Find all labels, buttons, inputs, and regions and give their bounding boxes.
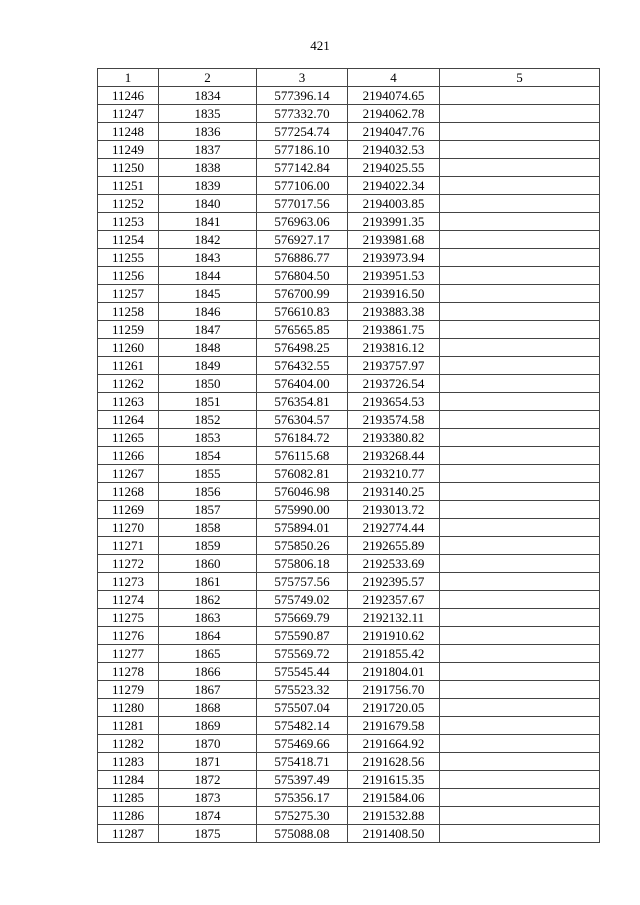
table-cell xyxy=(440,195,600,213)
table-cell: 577396.14 xyxy=(257,87,348,105)
table-cell: 575545.44 xyxy=(257,663,348,681)
table-row xyxy=(98,663,600,681)
table-cell xyxy=(440,141,600,159)
table-row xyxy=(98,393,600,411)
page-number: 421 xyxy=(310,38,330,53)
table-cell xyxy=(440,627,600,645)
table-row xyxy=(98,339,600,357)
table-cell: 2191756.70 xyxy=(348,681,440,699)
table-cell xyxy=(440,303,600,321)
column-header: 2 xyxy=(159,69,257,87)
table-cell: 11287 xyxy=(98,825,159,843)
table-cell: 1859 xyxy=(159,537,257,555)
table-cell: 2193981.68 xyxy=(348,231,440,249)
table-cell xyxy=(440,339,600,357)
table-cell xyxy=(440,555,600,573)
table-body xyxy=(98,87,600,843)
table-cell: 575669.79 xyxy=(257,609,348,627)
table-cell xyxy=(440,159,600,177)
table-cell: 2193013.72 xyxy=(348,501,440,519)
table-cell: 2191804.01 xyxy=(348,663,440,681)
table-cell: 1846 xyxy=(159,303,257,321)
table-cell: 576610.83 xyxy=(257,303,348,321)
table-cell xyxy=(440,735,600,753)
table-cell: 577142.84 xyxy=(257,159,348,177)
table-row xyxy=(98,141,600,159)
table-header-row xyxy=(98,69,600,87)
table-cell: 11269 xyxy=(98,501,159,519)
table-row xyxy=(98,231,600,249)
table-cell: 1838 xyxy=(159,159,257,177)
table-cell: 577254.74 xyxy=(257,123,348,141)
table-cell: 575894.01 xyxy=(257,519,348,537)
table-cell: 11272 xyxy=(98,555,159,573)
table-cell: 1870 xyxy=(159,735,257,753)
table-cell: 575806.18 xyxy=(257,555,348,573)
table-cell xyxy=(440,357,600,375)
table-row xyxy=(98,519,600,537)
table-cell xyxy=(440,501,600,519)
table-cell: 575482.14 xyxy=(257,717,348,735)
table-cell: 11281 xyxy=(98,717,159,735)
table-cell xyxy=(440,105,600,123)
table-row xyxy=(98,789,600,807)
table-cell: 2191532.88 xyxy=(348,807,440,825)
table-cell: 11265 xyxy=(98,429,159,447)
table-cell: 1865 xyxy=(159,645,257,663)
table-cell: 1840 xyxy=(159,195,257,213)
table-cell: 1851 xyxy=(159,393,257,411)
table-cell: 2194074.65 xyxy=(348,87,440,105)
table-cell: 576432.55 xyxy=(257,357,348,375)
table-cell: 11286 xyxy=(98,807,159,825)
table-cell: 11247 xyxy=(98,105,159,123)
table-cell: 1842 xyxy=(159,231,257,249)
table-row xyxy=(98,357,600,375)
table-cell: 11267 xyxy=(98,465,159,483)
table-cell: 1847 xyxy=(159,321,257,339)
column-header: 4 xyxy=(348,69,440,87)
table-cell xyxy=(440,645,600,663)
table-cell xyxy=(440,267,600,285)
table-cell: 2193757.97 xyxy=(348,357,440,375)
table-cell: 11255 xyxy=(98,249,159,267)
table-row xyxy=(98,807,600,825)
table-cell: 11264 xyxy=(98,411,159,429)
table-cell: 11257 xyxy=(98,285,159,303)
table-cell: 2194003.85 xyxy=(348,195,440,213)
table-cell: 1843 xyxy=(159,249,257,267)
table-cell: 11279 xyxy=(98,681,159,699)
table-cell: 575850.26 xyxy=(257,537,348,555)
coordinates-table xyxy=(97,68,600,843)
table-cell: 2191679.58 xyxy=(348,717,440,735)
table-cell: 575990.00 xyxy=(257,501,348,519)
table-cell: 11262 xyxy=(98,375,159,393)
table-cell: 1836 xyxy=(159,123,257,141)
table-cell: 575749.02 xyxy=(257,591,348,609)
table-cell: 1855 xyxy=(159,465,257,483)
table-row xyxy=(98,159,600,177)
table-row xyxy=(98,105,600,123)
table-cell: 1856 xyxy=(159,483,257,501)
table-cell: 11266 xyxy=(98,447,159,465)
table-cell xyxy=(440,375,600,393)
table-row xyxy=(98,375,600,393)
table-cell: 1849 xyxy=(159,357,257,375)
table-cell xyxy=(440,177,600,195)
table-cell: 2193991.35 xyxy=(348,213,440,231)
table-cell: 11271 xyxy=(98,537,159,555)
table-cell: 11274 xyxy=(98,591,159,609)
table-cell: 575523.32 xyxy=(257,681,348,699)
table-cell: 11254 xyxy=(98,231,159,249)
column-header: 5 xyxy=(440,69,600,87)
table-cell: 576804.50 xyxy=(257,267,348,285)
table-cell: 575569.72 xyxy=(257,645,348,663)
table-cell: 2191408.50 xyxy=(348,825,440,843)
table-cell: 11253 xyxy=(98,213,159,231)
table-cell: 2194032.53 xyxy=(348,141,440,159)
table-cell: 2193654.53 xyxy=(348,393,440,411)
table-row xyxy=(98,447,600,465)
table-cell: 2193916.50 xyxy=(348,285,440,303)
table-cell: 1873 xyxy=(159,789,257,807)
table-cell: 1875 xyxy=(159,825,257,843)
table-cell: 1834 xyxy=(159,87,257,105)
table-cell: 1869 xyxy=(159,717,257,735)
table-row xyxy=(98,411,600,429)
table-cell: 11285 xyxy=(98,789,159,807)
table-row xyxy=(98,609,600,627)
table-cell: 575757.56 xyxy=(257,573,348,591)
table-cell: 1874 xyxy=(159,807,257,825)
table-cell: 1845 xyxy=(159,285,257,303)
table-cell: 2191628.56 xyxy=(348,753,440,771)
table-cell xyxy=(440,429,600,447)
table-row xyxy=(98,717,600,735)
table-cell: 1867 xyxy=(159,681,257,699)
table-cell: 2191720.05 xyxy=(348,699,440,717)
table-cell: 11277 xyxy=(98,645,159,663)
table-row xyxy=(98,87,600,105)
table-cell: 577106.00 xyxy=(257,177,348,195)
table-cell: 2194022.34 xyxy=(348,177,440,195)
table-cell: 2194025.55 xyxy=(348,159,440,177)
table-cell: 575507.04 xyxy=(257,699,348,717)
table-row xyxy=(98,321,600,339)
table-cell: 1868 xyxy=(159,699,257,717)
table-cell xyxy=(440,447,600,465)
table-cell xyxy=(440,681,600,699)
table-row xyxy=(98,303,600,321)
table-cell: 1853 xyxy=(159,429,257,447)
table-cell xyxy=(440,717,600,735)
table-cell: 11258 xyxy=(98,303,159,321)
table-cell xyxy=(440,663,600,681)
table-cell: 11260 xyxy=(98,339,159,357)
table-cell: 1863 xyxy=(159,609,257,627)
table-row xyxy=(98,627,600,645)
table-cell: 2193973.94 xyxy=(348,249,440,267)
table-row xyxy=(98,123,600,141)
table-cell: 2193951.53 xyxy=(348,267,440,285)
table-row xyxy=(98,195,600,213)
table-cell: 2193268.44 xyxy=(348,447,440,465)
table-cell xyxy=(440,771,600,789)
table-cell: 1866 xyxy=(159,663,257,681)
table-row xyxy=(98,267,600,285)
table-row xyxy=(98,735,600,753)
table-cell: 1852 xyxy=(159,411,257,429)
table-cell xyxy=(440,465,600,483)
table-cell: 2194062.78 xyxy=(348,105,440,123)
table-cell: 11248 xyxy=(98,123,159,141)
table-cell: 2191615.35 xyxy=(348,771,440,789)
table-cell: 1841 xyxy=(159,213,257,231)
table-cell: 2193816.12 xyxy=(348,339,440,357)
table-row xyxy=(98,249,600,267)
table-cell: 2193883.38 xyxy=(348,303,440,321)
table-cell: 577017.56 xyxy=(257,195,348,213)
table-row xyxy=(98,285,600,303)
table-cell: 576354.81 xyxy=(257,393,348,411)
table-cell: 11278 xyxy=(98,663,159,681)
table-cell xyxy=(440,537,600,555)
table-row xyxy=(98,591,600,609)
table-row xyxy=(98,753,600,771)
table-cell: 575088.08 xyxy=(257,825,348,843)
table-cell xyxy=(440,249,600,267)
table-cell: 576927.17 xyxy=(257,231,348,249)
table-row xyxy=(98,429,600,447)
table-row xyxy=(98,501,600,519)
table-cell: 1862 xyxy=(159,591,257,609)
table-cell: 2191664.92 xyxy=(348,735,440,753)
table-cell: 1848 xyxy=(159,339,257,357)
table-cell: 1837 xyxy=(159,141,257,159)
table-cell: 1850 xyxy=(159,375,257,393)
table-row xyxy=(98,177,600,195)
table-cell xyxy=(440,825,600,843)
table-cell: 576046.98 xyxy=(257,483,348,501)
table-cell xyxy=(440,123,600,141)
table-row xyxy=(98,681,600,699)
table-cell xyxy=(440,483,600,501)
table-cell: 11252 xyxy=(98,195,159,213)
table-row xyxy=(98,483,600,501)
column-header: 3 xyxy=(257,69,348,87)
table-cell: 11268 xyxy=(98,483,159,501)
table-cell: 577186.10 xyxy=(257,141,348,159)
table-row xyxy=(98,645,600,663)
table-cell: 11282 xyxy=(98,735,159,753)
table-cell: 11270 xyxy=(98,519,159,537)
table-cell: 2192774.44 xyxy=(348,519,440,537)
table-cell: 2192357.67 xyxy=(348,591,440,609)
table-cell xyxy=(440,519,600,537)
table-cell: 11256 xyxy=(98,267,159,285)
table-cell xyxy=(440,699,600,717)
table-cell: 2192533.69 xyxy=(348,555,440,573)
table-cell: 576404.00 xyxy=(257,375,348,393)
table-cell: 11283 xyxy=(98,753,159,771)
table-cell: 2193140.25 xyxy=(348,483,440,501)
table-cell: 11250 xyxy=(98,159,159,177)
table-cell xyxy=(440,411,600,429)
table-cell xyxy=(440,609,600,627)
table-cell: 575469.66 xyxy=(257,735,348,753)
table-cell xyxy=(440,807,600,825)
table-cell: 1857 xyxy=(159,501,257,519)
table-cell xyxy=(440,213,600,231)
table-cell: 2192132.11 xyxy=(348,609,440,627)
table-row xyxy=(98,555,600,573)
table-cell: 2191584.06 xyxy=(348,789,440,807)
table-cell xyxy=(440,393,600,411)
table-row xyxy=(98,699,600,717)
table-cell: 11280 xyxy=(98,699,159,717)
table-cell: 2192655.89 xyxy=(348,537,440,555)
table-cell: 11275 xyxy=(98,609,159,627)
table-cell: 576886.77 xyxy=(257,249,348,267)
table-cell: 2191910.62 xyxy=(348,627,440,645)
table-cell xyxy=(440,285,600,303)
table-row xyxy=(98,213,600,231)
table-cell xyxy=(440,321,600,339)
table-cell: 576963.06 xyxy=(257,213,348,231)
table-cell: 1860 xyxy=(159,555,257,573)
table-cell: 576565.85 xyxy=(257,321,348,339)
table-cell: 2194047.76 xyxy=(348,123,440,141)
table-cell xyxy=(440,753,600,771)
table-cell: 576498.25 xyxy=(257,339,348,357)
table-cell: 1858 xyxy=(159,519,257,537)
column-header: 1 xyxy=(98,69,159,87)
table-cell: 575590.87 xyxy=(257,627,348,645)
table-cell: 11284 xyxy=(98,771,159,789)
table-cell: 11263 xyxy=(98,393,159,411)
table-cell: 11259 xyxy=(98,321,159,339)
table-row xyxy=(98,573,600,591)
table-cell: 11251 xyxy=(98,177,159,195)
table-cell: 2193210.77 xyxy=(348,465,440,483)
table-cell: 1864 xyxy=(159,627,257,645)
table-cell: 2193861.75 xyxy=(348,321,440,339)
table-cell xyxy=(440,573,600,591)
table-cell: 11276 xyxy=(98,627,159,645)
table-cell: 1861 xyxy=(159,573,257,591)
table-cell: 11249 xyxy=(98,141,159,159)
table-cell: 575356.17 xyxy=(257,789,348,807)
table-cell: 575275.30 xyxy=(257,807,348,825)
table-cell: 576184.72 xyxy=(257,429,348,447)
table-cell: 2192395.57 xyxy=(348,573,440,591)
table-cell: 11273 xyxy=(98,573,159,591)
table-cell: 1839 xyxy=(159,177,257,195)
table-cell: 575397.49 xyxy=(257,771,348,789)
table-cell: 1854 xyxy=(159,447,257,465)
table-cell xyxy=(440,591,600,609)
table-cell: 11246 xyxy=(98,87,159,105)
table-cell: 1835 xyxy=(159,105,257,123)
table-cell: 576115.68 xyxy=(257,447,348,465)
table-cell: 576082.81 xyxy=(257,465,348,483)
table-cell xyxy=(440,87,600,105)
table-row xyxy=(98,771,600,789)
table-cell: 1871 xyxy=(159,753,257,771)
table-cell: 1872 xyxy=(159,771,257,789)
table-cell xyxy=(440,231,600,249)
table-cell: 575418.71 xyxy=(257,753,348,771)
table-row xyxy=(98,465,600,483)
table-cell: 2193380.82 xyxy=(348,429,440,447)
table-row xyxy=(98,825,600,843)
table-cell xyxy=(440,789,600,807)
table-cell: 11261 xyxy=(98,357,159,375)
table-cell: 2193574.58 xyxy=(348,411,440,429)
table-cell: 576304.57 xyxy=(257,411,348,429)
table-cell: 2193726.54 xyxy=(348,375,440,393)
table-cell: 1844 xyxy=(159,267,257,285)
table-cell: 577332.70 xyxy=(257,105,348,123)
table-row xyxy=(98,537,600,555)
table-cell: 576700.99 xyxy=(257,285,348,303)
table-cell: 2191855.42 xyxy=(348,645,440,663)
